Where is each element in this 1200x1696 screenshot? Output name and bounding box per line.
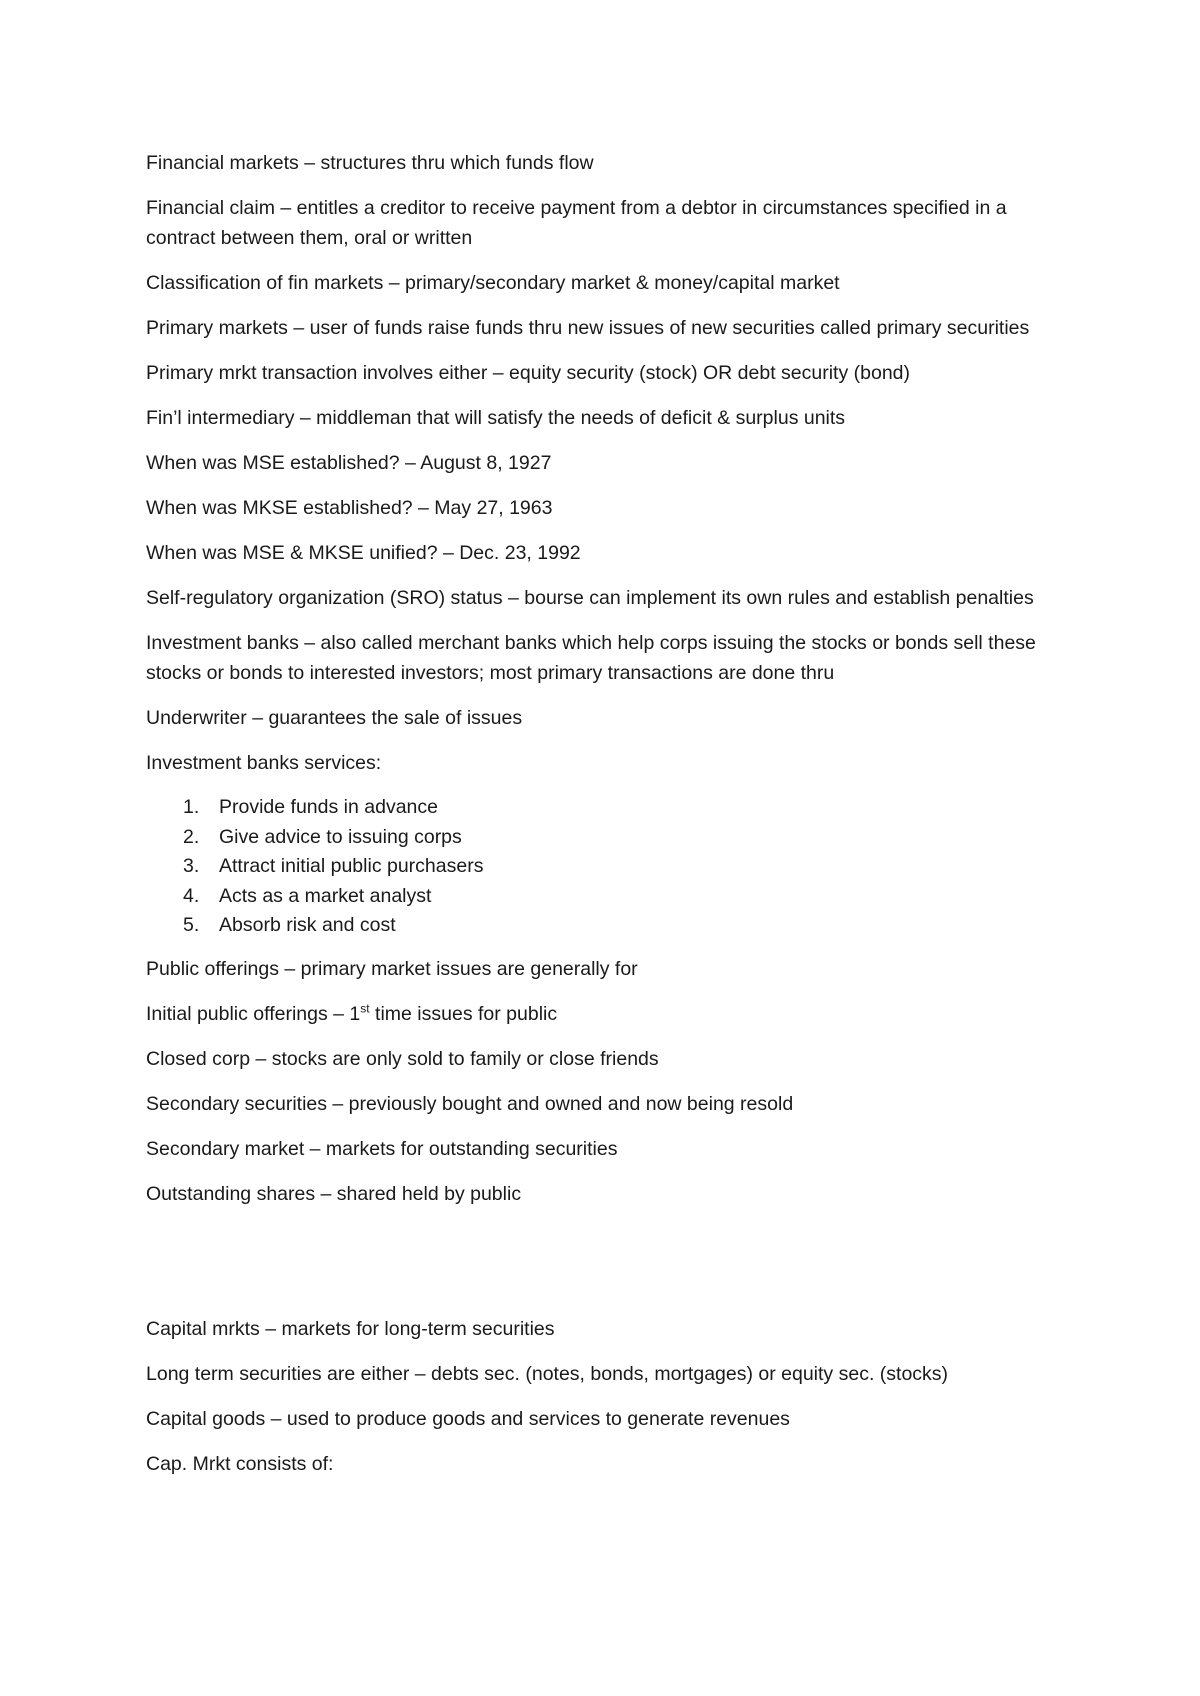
list-text: Absorb risk and cost xyxy=(219,914,396,936)
paragraph-long-term-securities: Long term securities are either – debts sec. (notes, bonds, mortgages) or equity sec. (stocks) xyxy=(146,1362,949,1385)
list-item xyxy=(146,823,1076,853)
paragraph-secondary-market: Secondary market – markets for outstanding securities xyxy=(146,1137,618,1160)
document-body xyxy=(146,148,1076,1494)
paragraph-outstanding-shares: Outstanding shares – shared held by public xyxy=(146,1182,522,1205)
paragraph-capital-markets: Capital mrkts – markets for long-term securities xyxy=(146,1317,555,1340)
paragraph-investment-banks: Investment banks – also called merchant banks which help corps issuing the stocks or bonds sell these stocks or bonds to interested investors; most primary transactions are done thru xyxy=(146,632,1036,684)
paragraph-classification: Classification of fin markets – primary/secondary market & money/capital market xyxy=(146,272,840,294)
ipo-text-before: Initial public offerings – 1 xyxy=(146,1002,361,1025)
paragraph-sro-status: Self-regulatory organization (SRO) status – bourse can implement its own rules and establish penalties xyxy=(146,587,1034,609)
paragraph-underwriter: Underwriter – guarantees the sale of issues xyxy=(146,707,523,729)
services-list xyxy=(146,793,1076,941)
list-text: Attract initial public purchasers xyxy=(219,855,484,877)
paragraph-intermediary: Fin’l intermediary – middleman that will satisfy the needs of deficit & surplus units xyxy=(146,407,846,429)
paragraph-mkse-established: When was MKSE established? – May 27, 1963 xyxy=(146,497,553,519)
paragraph-primary-transaction: Primary mrkt transaction involves either – equity security (stock) OR debt security (bond) xyxy=(146,362,911,384)
paragraph-cap-market-consists: Cap. Mrkt consists of: xyxy=(146,1452,334,1475)
blank-space xyxy=(146,1224,1076,1314)
paragraph-mse-established: When was MSE established? – August 8, 1927 xyxy=(146,452,552,474)
paragraph-primary-markets: Primary markets – user of funds raise funds thru new issues of new securities called primary securities xyxy=(146,317,1030,339)
list-number: 4. xyxy=(183,884,200,907)
list-number: 2. xyxy=(183,825,200,848)
ipo-text-after: time issues for public xyxy=(369,1002,558,1025)
paragraph-closed-corp: Closed corp – stocks are only sold to family or close friends xyxy=(146,1047,659,1070)
list-text: Give advice to issuing corps xyxy=(219,825,462,848)
paragraph-financial-claim: Financial claim – entitles a creditor to receive payment from a debtor in circumstances specified in a contract between them, oral or written xyxy=(146,197,1007,249)
paragraph-secondary-securities: Secondary securities – previously bought and owned and now being resold xyxy=(146,1092,794,1115)
list-item xyxy=(146,911,1076,941)
ipo-superscript: st xyxy=(360,1001,370,1015)
list-item xyxy=(146,852,1076,882)
paragraph-unified: When was MSE & MKSE unified? – Dec. 23, 1992 xyxy=(146,542,581,564)
list-text: Provide funds in advance xyxy=(219,796,438,818)
list-item xyxy=(146,793,1076,823)
paragraph-capital-goods: Capital goods – used to produce goods and services to generate revenues xyxy=(146,1407,790,1430)
list-number: 3. xyxy=(183,855,200,877)
list-number: 5. xyxy=(183,914,200,936)
paragraph-public-offerings: Public offerings – primary market issues are generally for xyxy=(146,957,638,980)
list-item xyxy=(146,882,1076,912)
list-number: 1. xyxy=(183,796,200,818)
paragraph-financial-markets: Financial markets – structures thru which funds flow xyxy=(146,152,594,174)
paragraph-ipo xyxy=(146,999,1076,1029)
list-text: Acts as a market analyst xyxy=(219,884,432,907)
paragraph-services-heading: Investment banks services: xyxy=(146,752,382,774)
